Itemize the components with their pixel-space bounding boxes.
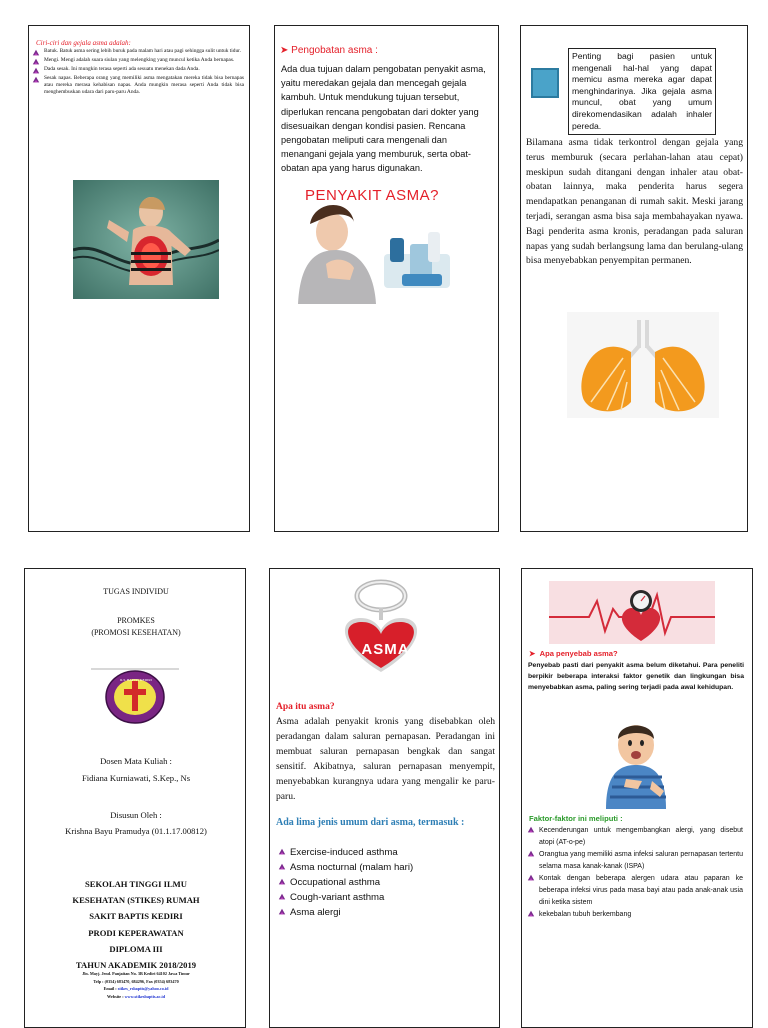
subject-title: PROMKES bbox=[117, 616, 155, 625]
lecturer-label: Dosen Mata Kuliah : bbox=[100, 756, 172, 766]
bullet-icon bbox=[32, 76, 40, 84]
cause-body: Penyebab pasti dari penyakit asma belum diketahui. Para peneliti berpikir beberapa interaksi faktor genetik dan lingkungan bisa menyebabkan asma, paling sering terjadi pada awal kehidupan. bbox=[528, 662, 744, 691]
list-item: Batuk. Batuk asma sering lebih buruk pada malam hari atau pagi sehingga sulit untuk tidur. bbox=[32, 48, 248, 57]
factors-heading: Faktor-faktor ini meliputi : bbox=[529, 814, 623, 823]
bullet-icon bbox=[527, 850, 535, 858]
bullet-icon bbox=[32, 58, 40, 66]
list-item: Kontak dengan beberapa alergen udara atau paparan ke beberapa infeksi virus pada masa bayi atau pada anak-anak usia dini ketika sistem bbox=[527, 873, 747, 909]
list-item: Dada sesak. Ini mungkin terasa seperti ada sesuatu menekan dada Anda. bbox=[32, 66, 248, 75]
panel-treatment bbox=[274, 25, 499, 532]
list-item: Asma nocturnal (malam hari) bbox=[278, 862, 493, 877]
panel-what-is-asthma bbox=[269, 568, 500, 1028]
asthma-woman-illustration bbox=[73, 180, 219, 299]
what-is-body: Asma adalah penyakit kronis yang disebabkan oleh peradangan dalam saluran pernapasan. Peradangan ini membuat saluran pernapasan bengkak dan sangat sensitif. Akibatnya, saluran pernapasan menyempit, menyebabkan kurangnya udara yang mengalir ke paru-paru. bbox=[276, 716, 495, 802]
list-item: Asma alergi bbox=[278, 907, 493, 922]
lecturer-name: Fidiana Kurniawati, S.Kep., Ns bbox=[81, 773, 191, 783]
bullet-icon bbox=[527, 910, 535, 918]
orange-lungs-photo bbox=[567, 312, 719, 418]
arrow-icon: ➤ bbox=[529, 649, 540, 658]
website-link[interactable]: www.stikesbaptis.ac.id bbox=[124, 993, 166, 999]
list-item: Orangtua yang memiliki asma infeksi saluran pernapasan tertentu selama masa kanak-kanak (ISPA) bbox=[527, 849, 747, 873]
image-caption: PENYAKIT ASMA? bbox=[305, 187, 439, 204]
rs-baptis-logo bbox=[91, 665, 179, 727]
bullet-icon bbox=[278, 893, 286, 901]
treatment-body: Ada dua tujuan dalam pengobatan penyakit asma, yaitu meredakan gejala dan mencegah gejala kambuh. Untuk mendukung tujuan tersebut, diperlukan rencana pengobatan dari dokter yang disesuaikan dengan kondisi pasien. Rencana pengobatan meliputi cara mengenali dan menangani gejala yang memburuk, serta obat-obatan apa yang harus digunakan. bbox=[281, 64, 486, 174]
bullet-icon bbox=[32, 49, 40, 57]
logo-text: R.S. BAPTIS KEDIRI bbox=[120, 678, 152, 682]
emergency-body: Bilamana asma tidak terkontrol dengan gejala yang terus memburuk (secara perlahan-lahan atau cepat) meskipun sudah ditangani dengan inhaler atau obat-obatan lainnya, maka penderita harus segera mendapatkan penanganan di rumah sakit. Meski jarang terjadi, serangan asma bisa saja membahayakan nyawa. Bagi penderita asma kronis, peradangan pada saluran napas yang sudah berlangsung lama dan berulang-ulang bisa menyebabkan penyempitan permanen. bbox=[526, 137, 743, 267]
heartbeat-stethoscope-image bbox=[549, 581, 715, 644]
symptoms-heading: Ciri-ciri dan gejala asma adalah: bbox=[36, 39, 131, 47]
list-item: kekebalan tubuh berkembang bbox=[527, 909, 747, 921]
bullet-icon bbox=[278, 878, 286, 886]
list-item: Mengi. Mengi adalah suara siulan yang melengking yang muncul ketika Anda bernapas. bbox=[32, 57, 248, 66]
treatment-heading: ➤ Pengobatan asma : bbox=[280, 45, 378, 56]
asma-keychain-image bbox=[317, 574, 453, 674]
author-label: Disusun Oleh : bbox=[110, 810, 162, 820]
symptoms-list bbox=[32, 48, 248, 97]
bullet-icon bbox=[527, 874, 535, 882]
list-item: Sesak napas. Beberapa orang yang memiliki asma mengatakan mereka tidak bisa bernapas atau mereka merasa kehabisan napas. Anda mungkin merasa seperti Anda tidak bisa menghembuskan udara dari paru-paru Anda. bbox=[32, 75, 248, 97]
list-item: Cough-variant asthma bbox=[278, 892, 493, 907]
email-link[interactable]: stikes_rsbaptis@yahoo.co.id bbox=[117, 986, 169, 992]
panel-emergency bbox=[520, 25, 748, 532]
institution-block: SEKOLAH TINGGI ILMU KESEHATAN (STIKES) RUMAH SAKIT BAPTIS KEDIRI PRODI KEPERAWATAN DIPLOMA III TAHUN AKADEMIK 2018/2019 bbox=[72, 879, 200, 971]
factors-list bbox=[527, 825, 747, 921]
bullet-icon bbox=[32, 67, 40, 75]
subject-full: (PROMOSI KESEHATAN) bbox=[91, 628, 181, 637]
types-heading: Ada lima jenis umum dari asma, termasuk : bbox=[276, 817, 465, 828]
panel-causes bbox=[521, 568, 753, 1028]
list-item: Occupational asthma bbox=[278, 877, 493, 892]
blue-square-icon bbox=[531, 68, 559, 98]
panel-symptoms bbox=[28, 25, 250, 532]
bullet-icon bbox=[527, 826, 535, 834]
important-note-box: Penting bagi pasien untuk mengenali hal-hal yang dapat memicu asma mereka agar dapat menghindarinya. Jika gejala asma muncul, obat yang umum direkomendasikan adalah inhaler pereda. bbox=[568, 48, 716, 135]
panel-cover bbox=[24, 568, 246, 1028]
bullet-icon bbox=[278, 863, 286, 871]
bullet-icon bbox=[278, 848, 286, 856]
author-name: Krishna Bayu Pramudya (01.1.17.00812) bbox=[65, 826, 207, 836]
list-item: Exercise-induced asthma bbox=[278, 847, 493, 862]
cause-heading: ➤ Apa penyebab asma? bbox=[529, 649, 618, 658]
what-is-heading: Apa itu asma? bbox=[276, 702, 335, 712]
coughing-man-illustration bbox=[566, 717, 706, 809]
assignment-title: TUGAS INDIVIDU bbox=[103, 587, 169, 596]
bullet-icon bbox=[278, 908, 286, 916]
contact-block: Jln. Mayj. Jend. Panjaitan No. 3B Kediri 64102 Jawa Timur Telp : (0354) 683470, 684296, Fax (0354) 683470 Email : stikes_rsbaptis@yahoo.co.id Website : www.stikesbaptis.ac.id bbox=[82, 971, 190, 999]
arrow-icon: ➤ bbox=[280, 45, 292, 56]
asthma-types-list bbox=[278, 847, 493, 922]
list-item: Kecenderungan untuk mengembangkan alergi, yang disebut atopi (AT-o-pe) bbox=[527, 825, 747, 849]
asma-label: ASMA bbox=[361, 641, 410, 658]
